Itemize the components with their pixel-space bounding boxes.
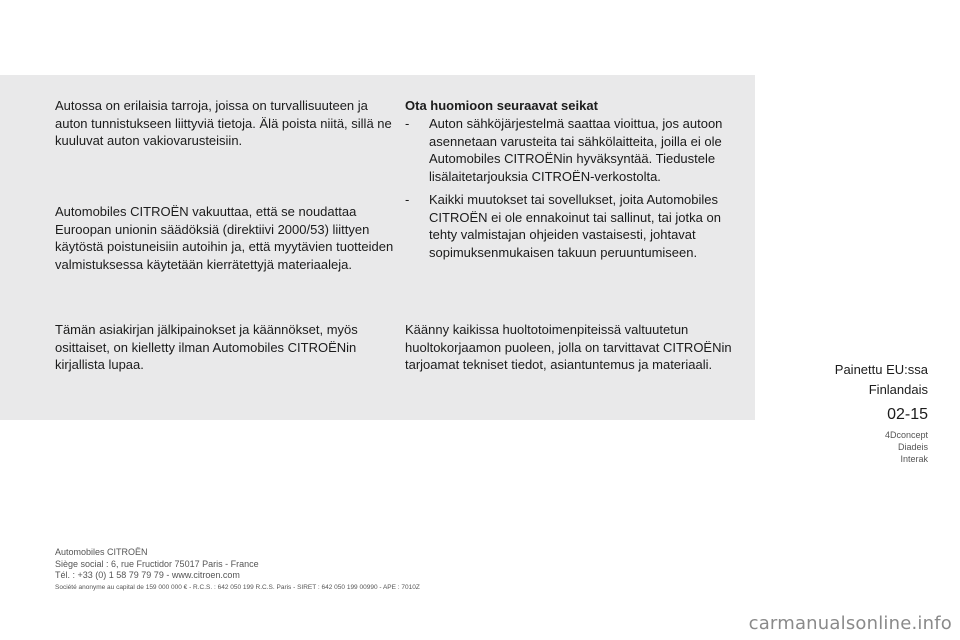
bullet-text: Kaikki muutokset tai sovellukset, joita Automobiles CITROËN ei ole ennakoinut tai sallinut, tai jotka on tehty valmistajan ohjeiden vastaisesti, johtavat sopimuksenmukaisen takuun peruuntumiseen. bbox=[429, 192, 721, 260]
bullet-dash: - bbox=[405, 116, 410, 131]
notice-list bbox=[405, 115, 740, 267]
copyright-paragraph: Tämän asiakirjan jälkipainokset ja käännökset, myös osittaiset, on kielletty ilman Automobiles CITROËNin kirjallista lupaa. bbox=[55, 322, 358, 372]
producer-code-1: 4Dconcept bbox=[884, 430, 928, 440]
bullet-dash: - bbox=[405, 192, 410, 207]
bullet-text: Auton sähköjärjestelmä saattaa vioittua, jos autoon asennetaan varusteita tai sähkölaitteita, joilla ei ole Automobiles CITROËNin hyväksyntää. Tiedustele lisälaitetarjouksia CITROËN-verkostolta. bbox=[429, 116, 723, 184]
company-legal: Société anonyme au capital de 159 000 000 € - R.C.S. : 642 050 199 R.C.S. Paris - SIRET : 642 050 199 00990 - APE : 7010Z bbox=[55, 583, 420, 591]
notice-heading: Ota huomioon seuraavat seikat bbox=[405, 98, 598, 113]
company-contact: Tél. : +33 (0) 1 58 79 79 79 - www.citroen.com bbox=[55, 570, 240, 580]
page-number: 02-15 bbox=[887, 406, 928, 423]
language-label: Finlandais bbox=[868, 382, 928, 397]
printed-in-label: Painettu EU:ssa bbox=[834, 362, 928, 377]
company-name: Automobiles CITROËN bbox=[55, 547, 148, 557]
producer-code-3: Interak bbox=[900, 454, 928, 464]
sticker-info-paragraph: Autossa on erilaisia tarroja, joissa on turvallisuuteen ja auton tunnistukseen liittyviä tietoja. Älä poista niitä, sillä ne kuuluvat auton vakiovarusteisiin. bbox=[55, 98, 392, 148]
list-item bbox=[405, 191, 740, 261]
eu-directive-paragraph: Automobiles CITROËN vakuuttaa, että se noudattaa Euroopan unionin säädöksiä (direktiivi 2000/53) liittyen käytöstä poistuneisiin autoihin ja, että myytävien tuotteiden valmistuksessa käytetään kierrätettyjä materiaaleja. bbox=[55, 204, 394, 272]
company-address: Siège social : 6, rue Fructidor 75017 Paris - France bbox=[55, 558, 259, 569]
list-item bbox=[405, 115, 740, 185]
site-watermark: carmanualsonline.info bbox=[748, 613, 952, 634]
company-footer bbox=[55, 547, 420, 593]
producer-code-2: Diadeis bbox=[897, 442, 928, 452]
service-paragraph: Käänny kaikissa huoltotoimenpiteissä valtuutetun huoltokorjaamon puoleen, jolla on tarvittavat CITROËNin tarjoamat tekniset tiedot, asiantuntemus ja materiaali. bbox=[405, 322, 732, 372]
